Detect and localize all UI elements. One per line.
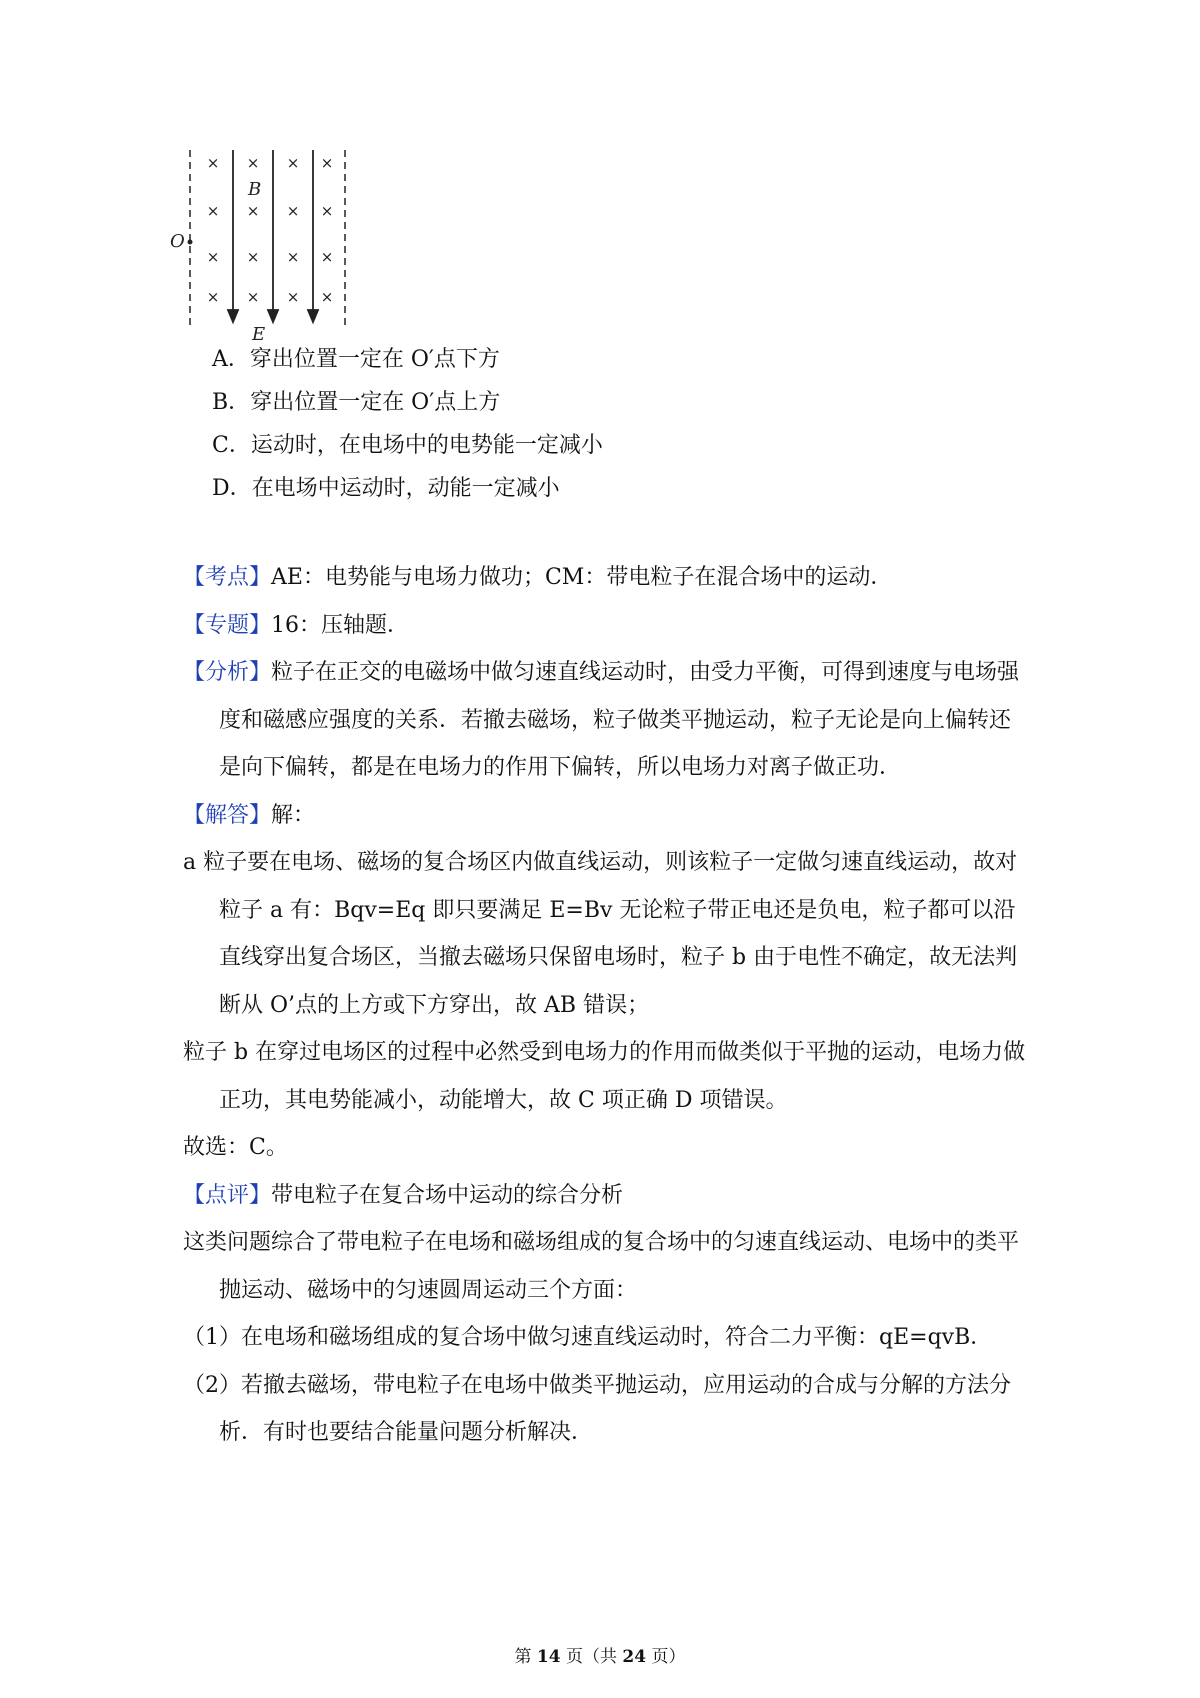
option-b: B．穿出位置一定在 O′点上方: [212, 390, 501, 415]
fenxi-section: 【分析】粒子在正交的电磁场中做匀速直线运动时，由受力平衡，可得到速度与电场强度和磁感应强度的关系．若撤去磁场，粒子做类平抛运动，粒子无论是向上偏转还是向下偏转，都是在电场力的作用下偏转，所以电场力对离子做正功．: [183, 660, 1020, 780]
cross-mark: ×: [246, 154, 260, 172]
zhuanti-tag: 【专题】: [183, 612, 272, 638]
cross-mark: ×: [286, 288, 300, 306]
cross-mark: ×: [246, 248, 260, 266]
solution-paragraph-1: a 粒子要在电场、磁场的复合场区内做直线运动，则该粒子一定做匀速直线运动，故对粒子 a 有：Bqv=Eq 即只要满足 E=Bv 无论粒子带正电还是负电，粒子都可以沿直线穿出复合场区，当撤去磁场只保留电场时，粒子 b 由于电性不确定，故无法判断从 O’点的上方或下方穿出，故 AB 错误；: [183, 850, 1018, 1018]
total-pages: 24: [622, 1647, 647, 1667]
answer-line: 故选：C。: [183, 1135, 288, 1160]
comment-paragraph-1: 这类问题综合了带电粒子在电场和磁场组成的复合场中的匀速直线运动、电场中的类平抛运动、磁场中的匀速圆周运动三个方面：: [183, 1230, 1020, 1303]
cross-mark: ×: [206, 248, 220, 266]
page-footer: 第 14 页（共 24 页）: [514, 1647, 686, 1667]
analysis-content: [183, 554, 1030, 1457]
cross-mark: ×: [286, 154, 300, 172]
cross-mark: ×: [320, 288, 334, 306]
cross-mark: ×: [246, 202, 260, 220]
option-d: D．在电场中运动时，动能一定减小: [212, 476, 560, 501]
label-E: E: [252, 324, 266, 345]
option-a: A．穿出位置一定在 O′点下方: [212, 347, 500, 372]
dianping-section: 【点评】带电粒子在复合场中运动的综合分析: [183, 1182, 624, 1208]
cross-mark: ×: [320, 202, 334, 220]
magnetic-crosses: [207, 154, 334, 306]
cross-mark: ×: [206, 154, 220, 172]
cross-mark: ×: [286, 248, 300, 266]
kaodian-section: 【考点】AE：电势能与电场力做功；CM：带电粒子在混合场中的运动．: [183, 565, 893, 590]
cross-mark: ×: [206, 202, 220, 220]
cross-mark: ×: [246, 288, 260, 306]
dianping-tag: 【点评】: [183, 1182, 272, 1208]
field-diagram: [170, 150, 400, 350]
field-line: [308, 150, 318, 322]
fenxi-tag: 【分析】: [183, 660, 272, 685]
cross-mark: ×: [206, 288, 220, 306]
kaodian-tag: 【考点】: [183, 565, 272, 590]
field-line: [268, 150, 278, 322]
jieda-section: 【解答】解：: [183, 802, 316, 828]
solution-paragraph-2: 粒子 b 在穿过电场区的过程中必然受到电场力的作用而做类似于平抛的运动，电场力做正功，其电势能减小，动能增大，故 C 项正确 D 项错误。: [183, 1040, 1026, 1113]
label-O: O: [170, 231, 185, 252]
label-B: B: [248, 179, 262, 200]
page-number: 14: [536, 1647, 561, 1667]
field-line: [228, 150, 238, 322]
cross-mark: ×: [320, 248, 334, 266]
option-c: C．运动时，在电场中的电势能一定减小: [212, 433, 603, 458]
jieda-tag: 【解答】: [183, 802, 272, 828]
cross-mark: ×: [286, 202, 300, 220]
cross-mark: ×: [320, 154, 334, 172]
zhuanti-section: 【专题】16：压轴题．: [183, 612, 410, 638]
point-O: [188, 240, 193, 245]
comment-paragraph-2: （1）在电场和磁场组成的复合场中做匀速直线运动时，符合二力平衡：qE=qvB．: [183, 1325, 993, 1350]
comment-paragraph-3: （2）若撤去磁场，带电粒子在电场中做类平抛运动，应用运动的合成与分解的方法分析．有时也要结合能量问题分析解决．: [183, 1372, 1011, 1445]
